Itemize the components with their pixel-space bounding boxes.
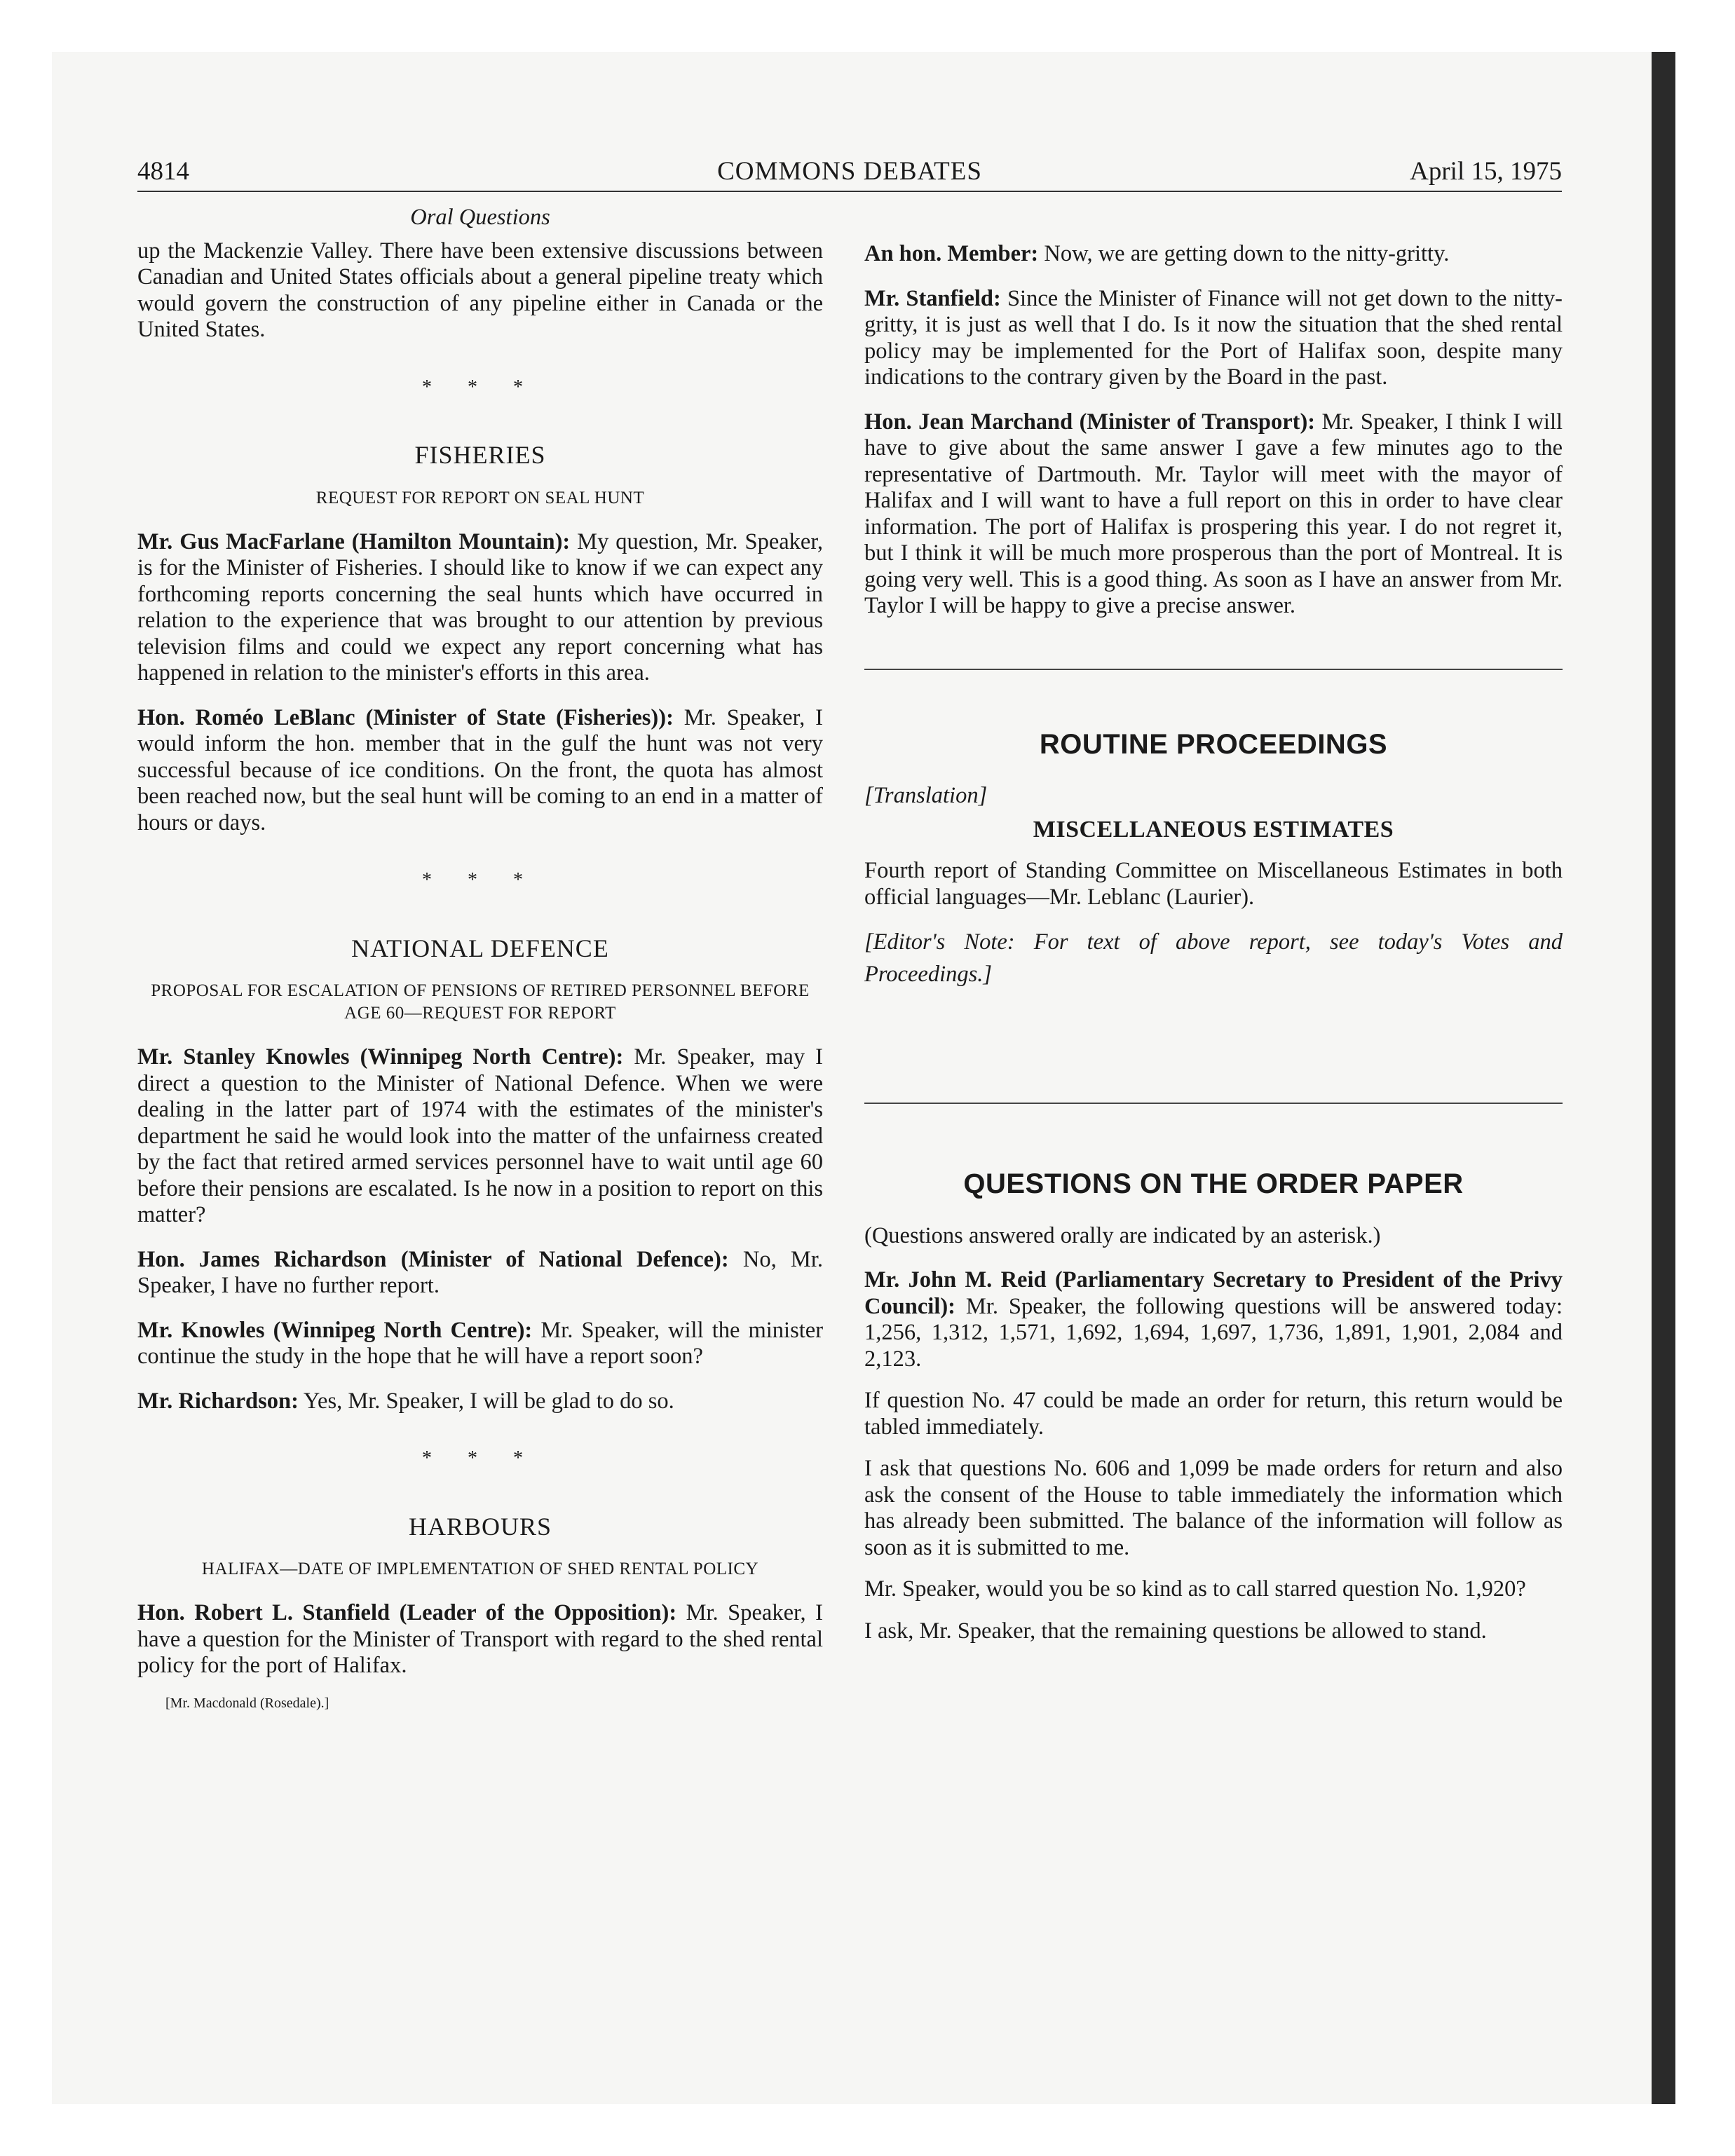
speech [864, 241, 1563, 268]
speech [864, 1267, 1563, 1372]
section-heading: NATIONAL DEFENCE [351, 934, 609, 962]
speech-text: No, Mr. Speaker, I have no further report. [137, 1246, 823, 1298]
paragraph: up the Mackenzie Valley. There have been extensive discussions between Canadian and United States officials about a general pipeline treaty which would govern the construction of any pipeline either in Canada or the United States. [137, 238, 823, 342]
section-heading: HARBOURS [408, 1512, 552, 1541]
speech-text: Since the Minister of Finance will not get down to the nitty-gritty, it is just as well that I do. Is it now the situation that the shed rental policy may be implemented for the Port of Halifax soon, despite many indications to the contrary given by the Board in the past. [864, 285, 1563, 390]
speaker-name: An hon. Member: [864, 241, 1039, 266]
speech-text: Mr. Speaker, I would inform the hon. member that in the gulf the hunt was not very successful because of ice conditions. On the front, the quota has almost been reached now, but the seal hunt will be coming to an end in a matter of hours or days. [137, 704, 823, 835]
speech-text: Mr. Speaker, I think I will have to give about the same answer I gave a few minutes ago to the representative of Dartmouth. Mr. Taylor will meet with the mayor of Halifax and I will want to have a full report on this in order to have clear information. The port of Halifax is prospering this year. I do not regret it, but I think it will be much more prosperous than the port of Montreal. It is going very well. This is a good thing. As soon as I have an answer from Mr. Taylor I will be happy to give a precise answer. [864, 409, 1563, 618]
speech [137, 705, 823, 837]
section-separator: * * * [422, 376, 538, 398]
translation-marker: [Translation] [864, 783, 988, 808]
speech-text: Now, we are getting down to the nitty-gritty. [1038, 241, 1450, 266]
speech [137, 1044, 823, 1229]
speech [137, 1247, 823, 1299]
section-separator: * * * [422, 1447, 538, 1469]
speech-text: Yes, Mr. Speaker, I will be glad to do so. [298, 1388, 674, 1414]
paragraph: (Questions answered orally are indicated by an asterisk.) [864, 1222, 1381, 1248]
major-heading: ROUTINE PROCEEDINGS [1039, 728, 1388, 760]
page-header [137, 156, 1562, 192]
speech [864, 286, 1563, 391]
speaker-name: Hon. Robert L. Stanfield (Leader of the Opposition): [137, 1600, 677, 1625]
speech [137, 1389, 823, 1415]
section-heading: FISHERIES [414, 441, 546, 469]
section-separator: * * * [422, 869, 538, 891]
speaker-chair-note: [Mr. Macdonald (Rosedale).] [165, 1695, 329, 1711]
speech-text: Mr. Speaker, the following questions will be answered today: 1,256, 1,312, 1,571, 1,692, 1,694, 1,697, 1,736, 1,891, 1,901, 2,084 and 2,123. [864, 1293, 1563, 1372]
paragraph: I ask that questions No. 606 and 1,099 be made orders for return and also ask the consent of the House to table immediately the information which has already been submitted. The balance of the information will follow as soon as it is submitted to me. [864, 1456, 1563, 1560]
paragraph: Fourth report of Standing Committee on Miscellaneous Estimates in both official languages—Mr. Leblanc (Laurier). [864, 858, 1563, 910]
right-column [864, 241, 1563, 1660]
speaker-name: Mr. Gus MacFarlane (Hamilton Mountain): [137, 528, 571, 554]
page-edge-shadow [1652, 52, 1675, 2104]
speaker-name: Mr. Knowles (Winnipeg North Centre): [137, 1317, 533, 1343]
left-column [137, 205, 823, 1717]
paragraph: I ask, Mr. Speaker, that the remaining questions be allowed to stand. [864, 1618, 1487, 1644]
speech-text: Mr. Speaker, will the minister continue the study in the hope that he will have a report soon? [137, 1317, 824, 1369]
paragraph: Mr. Speaker, would you be so kind as to call starred question No. 1,920? [864, 1576, 1526, 1602]
speaker-name: Mr. John M. Reid (Parliamentary Secretary to President of the Privy Council): [864, 1267, 1563, 1319]
section-rule [864, 1103, 1563, 1104]
speaker-name: Mr. Richardson: [137, 1388, 299, 1414]
page-number: 4814 [137, 157, 189, 186]
speech [137, 1318, 823, 1370]
editor-note: [Editor's Note: For text of above report, see today's Votes and Proceedings.] [864, 929, 1563, 987]
paragraph: If question No. 47 could be made an order for return, this return would be tabled immediately. [864, 1388, 1563, 1440]
publication-title: COMMONS DEBATES [717, 157, 982, 186]
speaker-name: Mr. Stanfield: [864, 285, 1001, 311]
speech-text: Mr. Speaker, may I direct a question to the Minister of National Defence. When we were dealing in the latter part of 1974 with the estimates of the minister's department he said he would look into the matter of the unfairness created by the fact that retired armed services personnel have to wait until age 60 before their pensions are escalated. Is he now in a position to report on this matter? [137, 1044, 823, 1227]
section-subheading: MISCELLANEOUS ESTIMATES [1033, 816, 1394, 842]
section-rule [864, 669, 1563, 670]
section-subheading: REQUEST FOR REPORT ON SEAL HUNT [315, 488, 645, 507]
speech-text: My question, Mr. Speaker, is for the Minister of Fisheries. I should like to know if we can expect any forthcoming reports concerning the seal hunts which have occurred in relation to the experience that was brought to our attention by previous television films and could we expect any report concerning what has happened in relation to the minister's efforts in this area. [137, 528, 823, 685]
publication-date: April 15, 1975 [1410, 157, 1562, 186]
speaker-name: Hon. James Richardson (Minister of National Defence): [137, 1246, 729, 1272]
speaker-name: Mr. Stanley Knowles (Winnipeg North Centre): [137, 1044, 624, 1070]
speech [137, 1600, 823, 1679]
running-head: Oral Questions [410, 205, 550, 230]
major-heading: QUESTIONS ON THE ORDER PAPER [963, 1168, 1464, 1199]
section-subheading: PROPOSAL FOR ESCALATION OF PENSIONS OF RETIRED PERSONNEL BEFORE AGE 60—REQUEST FOR REPORT [151, 981, 810, 1023]
speech [864, 409, 1563, 620]
speech [137, 529, 823, 687]
speaker-name: Hon. Roméo LeBlanc (Minister of State (Fisheries)): [137, 704, 674, 730]
speaker-name: Hon. Jean Marchand (Minister of Transport): [864, 409, 1316, 435]
speech-text: Mr. Speaker, I have a question for the Minister of Transport with regard to the shed rental policy for the port of Halifax. [137, 1600, 823, 1678]
section-subheading: HALIFAX—DATE OF IMPLEMENTATION OF SHED RENTAL POLICY [201, 1560, 759, 1578]
